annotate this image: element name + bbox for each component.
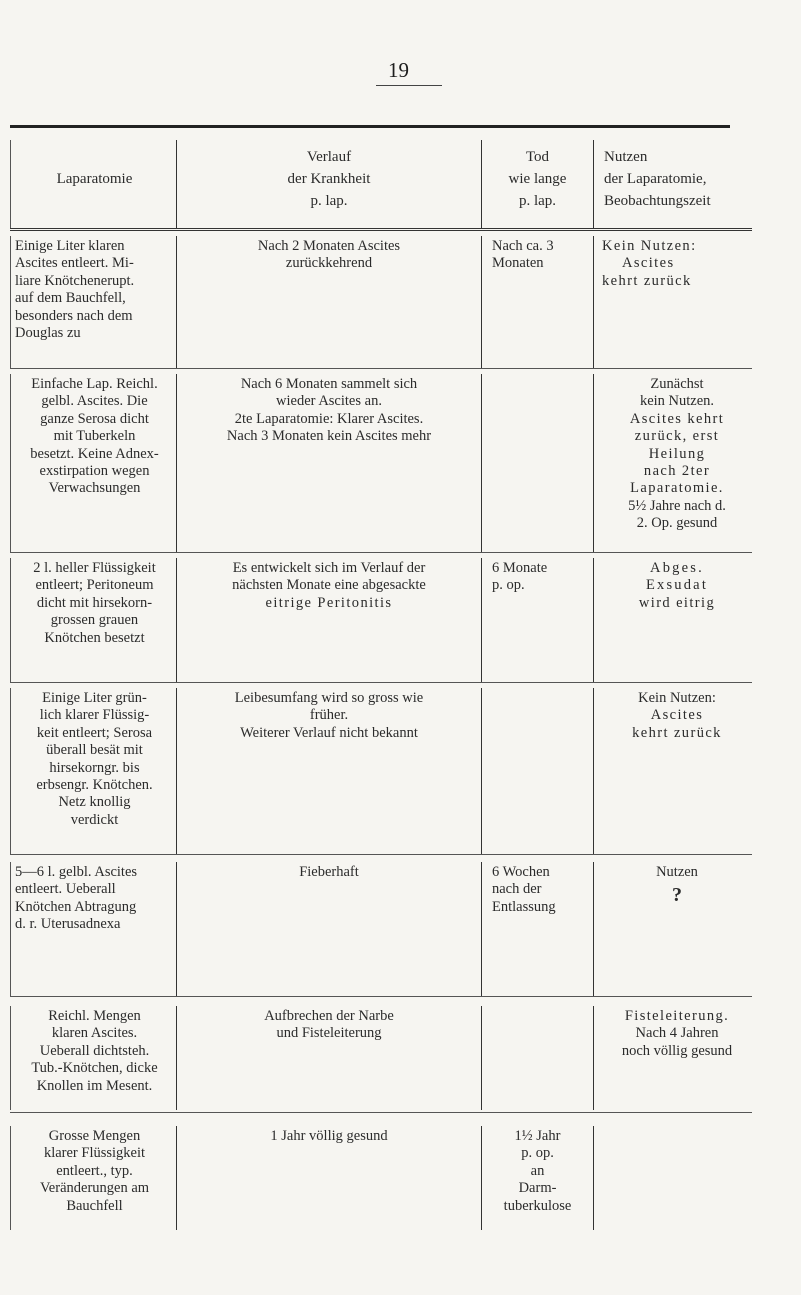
cell-befund xyxy=(10,688,177,854)
cell-text: 6 Wochen xyxy=(492,864,550,880)
cell-text: noch völlig gesund xyxy=(621,1042,733,1059)
cell-text: Ascites xyxy=(650,707,704,724)
cell-text: Tub.-Knötchen, dicke xyxy=(31,1060,158,1077)
cell-text: Nach 2 Monaten Ascites xyxy=(257,238,401,254)
cell-text: Nach 6 Monaten sammelt sich xyxy=(240,376,418,392)
cell-text: 2 l. heller Flüssigkeit xyxy=(33,560,156,576)
header-text: der Laparatomie, xyxy=(604,171,707,187)
table-row xyxy=(10,374,752,552)
cell-text: exstirpation wegen xyxy=(39,463,150,480)
cell-text: Zunächst xyxy=(650,376,704,392)
cell-befund xyxy=(10,236,177,368)
cell-text: lich klarer Flüssig- xyxy=(39,707,150,724)
row-separator xyxy=(10,552,752,553)
cell-text: 6 Monate xyxy=(492,560,548,576)
header-text: Tod xyxy=(525,149,550,165)
cell-text: Einige Liter grün- xyxy=(42,690,147,706)
cell-text: Reichl. Mengen xyxy=(48,1008,141,1024)
cell-text: Es entwickelt sich im Verlauf der xyxy=(232,560,426,576)
row-separator xyxy=(10,1112,752,1113)
table-row xyxy=(10,862,752,996)
cell-befund xyxy=(10,374,177,552)
cell-nutzen xyxy=(594,236,752,368)
cell-nutzen xyxy=(594,862,752,996)
cell-text: zurückkehrend xyxy=(285,255,373,272)
cell-text: Heilung xyxy=(648,445,706,462)
cell-text: Ascites entleert. Mi- xyxy=(15,255,134,272)
cell-nutzen xyxy=(594,1006,752,1110)
cell-verlauf xyxy=(177,374,482,552)
cell-text: Nach ca. 3 xyxy=(492,238,554,254)
table-row xyxy=(10,1006,752,1110)
cell-text: Nutzen xyxy=(656,864,698,880)
header-text: p. lap. xyxy=(518,193,557,209)
table-row xyxy=(10,236,752,368)
table-row xyxy=(10,688,752,854)
cell-text: Weiterer Verlauf nicht bekannt xyxy=(240,724,418,741)
cell-tod xyxy=(482,688,594,854)
cell-text: Monaten xyxy=(492,255,544,272)
cell-text: 1½ Jahr xyxy=(514,1128,561,1144)
cell-verlauf xyxy=(177,236,482,368)
cell-text: entleert; Peritoneum xyxy=(35,577,154,594)
header-separator xyxy=(10,228,752,231)
cell-text: hirsekorngr. bis xyxy=(49,759,140,776)
cell-text: dicht mit hirsekorn- xyxy=(36,594,153,611)
cell-text: Nach 3 Monaten kein Ascites mehr xyxy=(226,428,432,445)
cell-text: Ueberall dichtsteh. xyxy=(39,1042,150,1059)
row-separator xyxy=(10,996,752,997)
header-tod xyxy=(482,140,594,228)
cell-text: p. op. xyxy=(492,577,525,594)
cell-text: d. r. Uterusadnexa xyxy=(15,916,121,933)
cell-text: nach der xyxy=(492,881,542,898)
cell-text: Laparatomie. xyxy=(630,480,724,497)
cell-text: 2te Laparatomie: Klarer Ascites. xyxy=(234,410,424,427)
cell-text: Einfache Lap. Reichl. xyxy=(31,376,158,392)
table-row xyxy=(10,1126,752,1230)
cell-text: Darm- xyxy=(518,1180,557,1197)
page-number-rule xyxy=(376,85,442,86)
cell-text: Knötchen besetzt xyxy=(44,629,145,646)
header-text: Laparatomie xyxy=(56,171,133,187)
cell-text: kehrt zurück xyxy=(632,724,722,741)
cell-text: Nach 4 Jahren xyxy=(635,1025,719,1042)
cell-text: Entlassung xyxy=(492,898,556,915)
cell-text: Grosse Mengen xyxy=(48,1128,141,1144)
cell-text: Kein Nutzen: xyxy=(638,690,716,706)
header-verlauf xyxy=(177,140,482,228)
cell-text: grossen grauen xyxy=(50,612,139,629)
cell-text: gelbl. Ascites. Die xyxy=(41,393,148,410)
cell-text: an xyxy=(530,1162,545,1179)
header-nutzen xyxy=(594,140,752,228)
cell-text: Einige Liter klaren xyxy=(15,238,125,254)
cell-nutzen xyxy=(594,374,752,552)
cell-text: Knollen im Mesent. xyxy=(36,1077,153,1094)
cell-text: ganze Serosa dicht xyxy=(40,410,149,427)
cell-text: Ascites xyxy=(622,255,675,272)
cell-text: Verwachsungen xyxy=(48,480,141,497)
cell-text: keit entleert; Serosa xyxy=(36,724,153,741)
cell-text: liare Knötchenerupt. xyxy=(15,272,135,289)
cell-text: Douglas zu xyxy=(15,325,81,342)
cell-text: überall besät mit xyxy=(46,742,143,759)
header-text: Verlauf xyxy=(306,149,352,165)
cell-tod xyxy=(482,236,594,368)
cell-text: besonders nach dem xyxy=(15,307,133,324)
row-separator xyxy=(10,368,752,369)
cell-text: p. op. xyxy=(521,1145,554,1162)
row-separator xyxy=(10,682,752,683)
cell-verlauf xyxy=(177,688,482,854)
cell-text: klarer Flüssigkeit xyxy=(43,1145,146,1162)
cell-nutzen xyxy=(594,558,752,682)
table-row xyxy=(10,558,752,682)
cell-text: 2. Op. gesund xyxy=(636,515,718,532)
cell-text: tuberkulose xyxy=(503,1197,572,1214)
cell-text: klaren Ascites. xyxy=(51,1025,138,1042)
cell-text: Abges. xyxy=(650,560,704,576)
cell-text: und Fisteleiterung xyxy=(276,1025,382,1042)
cell-text: früher. xyxy=(309,707,349,724)
header-laparatomie xyxy=(10,140,177,228)
header-text: der Krankheit xyxy=(287,171,371,187)
cell-text: Fisteleiterung. xyxy=(624,1008,730,1024)
cell-text: wieder Ascites an. xyxy=(276,393,382,410)
cell-text: mit Tuberkeln xyxy=(53,428,136,445)
cell-text: nächsten Monate eine abgesackte xyxy=(232,577,426,594)
cell-befund xyxy=(10,1006,177,1110)
cell-text: besetzt. Keine Adnex- xyxy=(30,445,159,462)
cell-tod xyxy=(482,558,594,682)
cell-text: Ascites kehrt xyxy=(629,410,725,427)
cell-text: entleert., typ. xyxy=(56,1162,133,1179)
cell-nutzen xyxy=(594,1126,752,1230)
cell-text: verdickt xyxy=(70,811,119,828)
cell-text: Netz knollig xyxy=(58,794,131,811)
cell-text: wird eitrig xyxy=(638,594,716,611)
cell-verlauf xyxy=(177,558,482,682)
cell-tod xyxy=(482,1126,594,1230)
cell-text: zurück, erst xyxy=(634,428,720,445)
cell-befund xyxy=(10,862,177,996)
row-separator xyxy=(10,854,752,855)
cell-text: ? xyxy=(672,884,682,907)
cell-tod xyxy=(482,374,594,552)
cell-text: kehrt zurück xyxy=(602,272,692,289)
cell-text: erbsengr. Knötchen. xyxy=(36,777,153,794)
cell-nutzen xyxy=(594,688,752,854)
cell-text: nach 2ter xyxy=(643,463,711,480)
cell-text: Knötchen Abtragung xyxy=(15,898,137,915)
cell-text: Bauchfell xyxy=(66,1197,123,1214)
cell-text: kein Nutzen. xyxy=(639,393,715,410)
header-text: wie lange xyxy=(508,171,567,187)
cell-verlauf xyxy=(177,1126,482,1230)
table-top-rule xyxy=(10,125,730,128)
table-header xyxy=(10,140,752,228)
cell-text: Leibesumfang wird so gross wie xyxy=(234,690,424,706)
cell-befund xyxy=(10,558,177,682)
cell-tod xyxy=(482,1006,594,1110)
cell-text: eitrige Peritonitis xyxy=(265,594,393,611)
cell-text: Kein Nutzen: xyxy=(602,238,697,254)
cell-text: Fieberhaft xyxy=(299,864,359,880)
cell-text: 5½ Jahre nach d. xyxy=(628,497,726,514)
cell-text: 5—6 l. gelbl. Ascites xyxy=(15,864,138,880)
header-text: Nutzen xyxy=(604,149,648,165)
cell-text: Exsudat xyxy=(645,577,709,594)
header-text: Beobachtungszeit xyxy=(604,193,711,209)
cell-text: auf dem Bauchfell, xyxy=(15,290,126,307)
cell-tod xyxy=(482,862,594,996)
cell-verlauf xyxy=(177,1006,482,1110)
cell-text: Aufbrechen der Narbe xyxy=(264,1008,394,1024)
header-text: p. lap. xyxy=(310,193,348,209)
cell-befund xyxy=(10,1126,177,1230)
cell-text: Veränderungen am xyxy=(39,1180,150,1197)
page-number: 19 xyxy=(388,58,409,82)
cell-text: entleert. Ueberall xyxy=(15,881,116,898)
cell-text: 1 Jahr völlig gesund xyxy=(270,1128,388,1144)
cell-verlauf xyxy=(177,862,482,996)
